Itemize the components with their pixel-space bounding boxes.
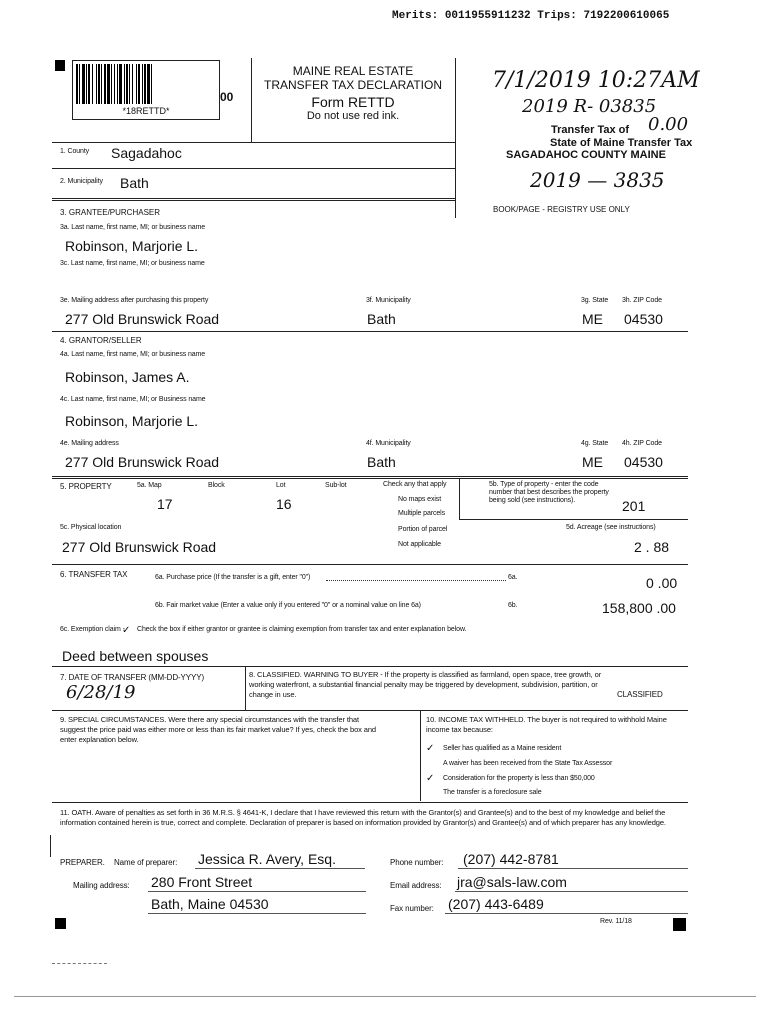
option-no-maps[interactable]: No maps exist — [398, 496, 442, 503]
mailing-line2: Bath, Maine 04530 — [151, 896, 269, 912]
municipality-label: 2. Municipality — [60, 178, 103, 185]
form-title — [256, 64, 450, 122]
fax-value: (207) 443-6489 — [448, 896, 544, 912]
state-line: State of Maine Transfer Tax — [550, 137, 693, 149]
option-not-applicable[interactable]: Not applicable — [398, 541, 441, 548]
grantor-a-value: Robinson, James A. — [65, 369, 190, 385]
purchase-price-label: 6a. Purchase price (If the transfer is a gift, enter "0") — [155, 574, 311, 581]
acreage-label: 5d. Acreage (see instructions) — [566, 524, 656, 531]
red-ink-note: Do not use red ink. — [306, 110, 400, 122]
grantor-h-label: 4h. ZIP Code — [622, 440, 662, 447]
transfer-tax-value: 0.00 — [648, 114, 689, 135]
county-line: SAGADAHOC COUNTY MAINE — [506, 149, 666, 161]
revision: Rev. 11/18 — [600, 918, 632, 925]
email-label: Email address: — [390, 881, 442, 890]
grantee-e-label: 3e. Mailing address after purchasing this property — [60, 297, 209, 304]
income-opt3: Consideration for the property is less than $50,000 — [443, 775, 595, 782]
oath-text: 11. OATH. Aware of penalties as set forth in 36 M.R.S. § 4641-K, I declare that I have reviewed this return with the Grantor(s) and Grantee(s) and to the best of my knowledge and belief the information contained herein is true, correct and complete. Declaration of preparer is based on information provided by Grantor(s) and Grantee(s) and of which preparer has any knowledge. — [60, 808, 666, 827]
income-opt4: The transfer is a foreclosure sale — [443, 789, 542, 796]
classified-tag[interactable]: CLASSIFIED — [617, 690, 663, 699]
grantor-e-label: 4e. Mailing address — [60, 440, 119, 447]
lot-value: 16 — [276, 496, 292, 512]
grantee-h-label: 3h. ZIP Code — [622, 297, 662, 304]
merits-value: 0011955911232 — [444, 10, 531, 22]
map-value: 17 — [157, 496, 173, 512]
grantor-heading: 4. GRANTOR/SELLER — [60, 336, 142, 345]
classified-warning: 8. CLASSIFIED. WARNING TO BUYER - If the property is classified as farmland, open space, tree growth, or working waterfront, a substantial financial penalty may be triggered by development, subdivision, partition, or change in use. — [249, 670, 602, 699]
form-name: Form RETTD — [311, 94, 395, 110]
grantor-f-value: Bath — [367, 454, 396, 470]
grantor-a-label: 4a. Last name, first name, MI; or business name — [60, 351, 206, 358]
scan-artifact — [52, 963, 107, 964]
scan-edge — [14, 996, 756, 997]
grantee-a-value: Robinson, Marjorie L. — [65, 238, 199, 254]
corner-mark-tl — [55, 60, 65, 71]
grantor-g-label: 4g. State — [581, 440, 609, 447]
barcode-suffix: 00 — [220, 90, 234, 104]
sublot-label: Sub-lot — [325, 482, 347, 489]
income-opt3-check[interactable]: ✓ — [426, 773, 435, 784]
grantee-g-label: 3g. State — [581, 297, 609, 304]
registry-number-handwritten: 2019 — 3835 — [530, 168, 665, 192]
grantee-c-label: 3c. Last name, first name, MI; or business name — [60, 260, 205, 267]
transfer-tax-heading: 6. TRANSFER TAX — [60, 570, 128, 579]
barcode-box — [72, 60, 220, 120]
transfer-tax-label: Transfer Tax of — [551, 124, 630, 136]
grantor-g-value: ME — [582, 454, 603, 470]
county-label: 1. County — [60, 148, 90, 155]
exemption-label: 6c. Exemption claim - — [60, 626, 125, 633]
income-opt1-check[interactable]: ✓ — [426, 743, 435, 754]
physical-location-label: 5c. Physical location — [60, 524, 122, 531]
grantor-e-value: 277 Old Brunswick Road — [65, 454, 220, 470]
physical-location-value: 277 Old Brunswick Road — [62, 539, 217, 555]
phone-value: (207) 442-8781 — [463, 851, 559, 867]
acreage-value: 2 . 88 — [634, 539, 670, 555]
barcode-bar — [152, 64, 154, 104]
mailing-address-label: Mailing address: — [73, 881, 130, 890]
header-ids — [392, 10, 669, 22]
preparer-name-value: Jessica R. Avery, Esq. — [198, 851, 336, 867]
property-type-label: 5b. Type of property - enter the code number that best describes the property being sold (see instructions). — [489, 481, 609, 504]
trips-value: 7192200610065 — [583, 10, 670, 22]
grantee-heading: 3. GRANTEE/PURCHASER — [60, 208, 161, 217]
corner-mark-bl — [55, 918, 66, 929]
property-type-value: 201 — [622, 498, 646, 514]
fair-market-value: 158,800 .00 — [602, 600, 676, 616]
county-value: Sagadahoc — [111, 145, 182, 161]
barcode-text: *18RETTD* — [122, 106, 170, 116]
special-circumstances: 9. SPECIAL CIRCUMSTANCES. Were there any special circumstances with the transfer that suggest the price paid was either more or less than its fair market value? If yes, check the box and enter explanation below. — [60, 715, 376, 744]
income-opt1: Seller has qualified as a Maine resident — [443, 745, 562, 752]
grantee-g-value: ME — [582, 311, 603, 327]
preparer-name-label: Name of preparer: — [114, 858, 178, 867]
barcode-image — [76, 64, 216, 104]
date-transfer-label: 7. DATE OF TRANSFER (MM-DD-YYYY) — [60, 673, 205, 682]
grantee-e-value: 277 Old Brunswick Road — [65, 311, 220, 327]
fax-label: Fax number: — [390, 904, 434, 913]
income-opt2: A waiver has been received from the State Tax Assessor — [443, 760, 613, 767]
preparer-heading: PREPARER. — [60, 858, 105, 867]
check-apply-label: Check any that apply — [383, 481, 447, 488]
corner-mark-br — [673, 918, 686, 931]
grantee-a-label: 3a. Last name, first name, MI; or business name — [60, 224, 206, 231]
fair-market-label: 6b. Fair market value (Enter a value only if you entered "0" or a nominal value on line 6a) — [155, 602, 421, 609]
mailing-line1: 280 Front Street — [151, 874, 253, 890]
grantee-f-value: Bath — [367, 311, 396, 327]
exemption-instruction: Check the box if either grantor or grantee is claiming exemption from transfer tax and enter explanation below. — [137, 626, 467, 633]
grantor-f-label: 4f. Municipality — [366, 440, 411, 447]
date-transfer-value: 6/28/19 — [66, 682, 136, 703]
property-heading: 5. PROPERTY — [60, 482, 112, 491]
lot-label: Lot — [276, 482, 286, 489]
municipality-value: Bath — [120, 175, 149, 191]
title-line1: MAINE REAL ESTATE — [292, 64, 414, 78]
exemption-explanation: Deed between spouses — [62, 648, 209, 664]
block-label: Block — [208, 482, 225, 489]
income-tax-heading: 10. INCOME TAX WITHHELD. The buyer is not required to withhold Maine income tax because: — [426, 715, 667, 734]
map-label: 5a. Map — [137, 482, 162, 489]
title-line2: TRANSFER TAX DECLARATION — [263, 78, 443, 92]
exemption-checkbox[interactable]: ✓ — [122, 625, 131, 636]
option-multiple-parcels[interactable]: Multiple parcels — [398, 510, 446, 517]
merits-label: Merits: — [392, 10, 439, 22]
purchase-price-tag: 6a. — [508, 574, 518, 581]
grantee-f-label: 3f. Municipality — [366, 297, 411, 304]
purchase-price-value: 0 .00 — [646, 575, 678, 591]
fair-market-tag: 6b. — [508, 602, 518, 609]
bookpage-label: BOOK/PAGE - REGISTRY USE ONLY — [493, 205, 630, 214]
grantor-c-value: Robinson, Marjorie L. — [65, 413, 199, 429]
grantor-c-label: 4c. Last name, first name, MI; or Business name — [60, 396, 206, 403]
registry-date-handwritten: 7/1/2019 10:27AM — [492, 68, 700, 93]
trips-label: Trips: — [537, 10, 577, 22]
phone-label: Phone number: — [390, 858, 444, 867]
grantor-h-value: 04530 — [624, 454, 663, 470]
option-portion-parcel[interactable]: Portion of parcel — [398, 526, 448, 533]
registry-book-handwritten: 2019 R- 03835 — [522, 96, 657, 117]
grantee-h-value: 04530 — [624, 311, 663, 327]
email-value: jra@sals-law.com — [457, 874, 567, 890]
